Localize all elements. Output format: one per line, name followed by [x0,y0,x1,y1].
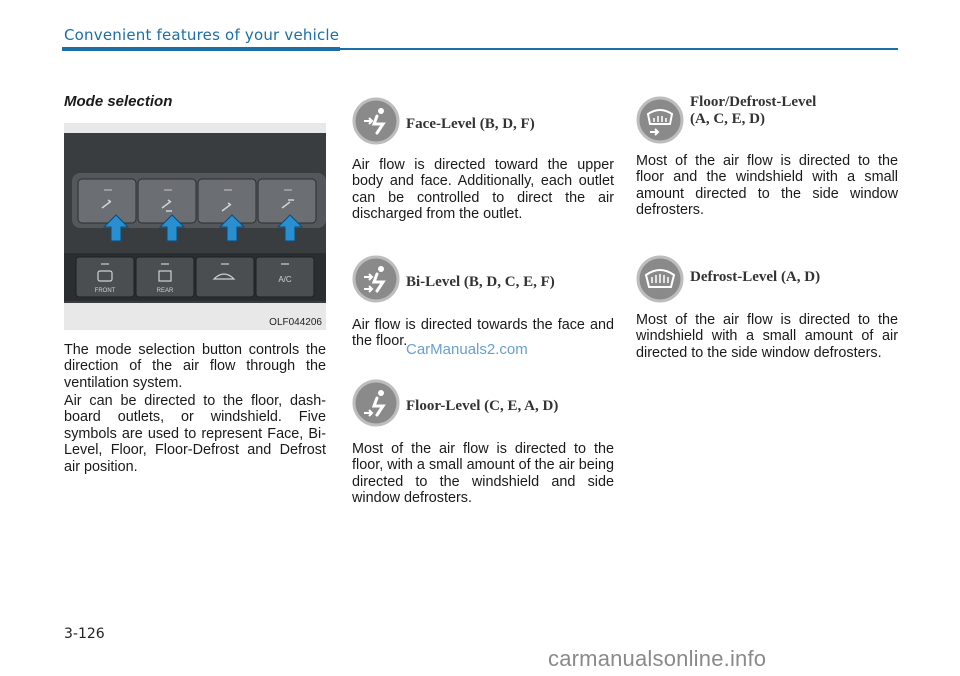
header-rule-thin [340,48,898,50]
mode-name: Bi-Level (B, D, C, E, F) [406,274,555,290]
mode-floor-level [352,379,614,509]
mode-name-line1: Floor/Defrost-Level [690,94,817,110]
section-title: Mode selection [64,93,173,110]
bi-level-icon [352,255,400,303]
control-panel-illustration [64,123,326,330]
watermark: CarManuals2.com [406,341,528,358]
mode-name: Floor-Level (C, E, A, D) [406,398,559,414]
face-level-icon [352,97,400,145]
mode-floor-defrost [636,94,898,224]
page-number: 3-126 [64,626,105,642]
mode-description: Most of the air flow is directed to the windshield with a small amount of air directed to the side window defrosters. [636,312,898,361]
defrost-icon [636,255,684,303]
intro-paragraph: The mode selection button controls the direction of the air flow through the ventilation system. [64,342,326,391]
detail-paragraph: Air can be directed to the floor, dash-board outlets, or windshield. Five symbols are used to represent Face, Bi-Level, Floor, Floor-Defrost and Defrost air position. [64,393,326,475]
floor-level-icon [352,379,400,427]
mode-name: Face-Level (B, D, F) [406,116,535,132]
mode-description: Air flow is directed toward the upper body and face. Additionally, each outlet can be controlled to direct the air discharged from the outlet. [352,157,614,223]
photo-caption: OLF044206 [269,317,322,328]
photo-button-ac: A/C [278,275,292,284]
mode-description: Most of the air flow is directed to the floor and the windshield with a small amount directed to the side window defrosters. [636,153,898,219]
mode-description: Most of the air flow is directed to the floor, with a small amount of the air being directed to the windshield and side window defrosters. [352,441,614,507]
photo-button-rear: REAR [156,288,174,294]
mode-name-line2: (A, C, E, D) [690,111,765,127]
mode-face-level [352,97,614,227]
photo-button-front: FRONT [94,288,116,294]
header-rule [62,47,340,51]
page-header-title: Convenient features of your vehicle [64,26,340,44]
footer-watermark: carmanualsonline.info [548,646,767,671]
control-panel-photo [64,123,326,330]
mode-name: Defrost-Level (A, D) [690,269,821,285]
mode-description: Air flow is directed towards the face and the floor. [352,317,614,350]
floor-defrost-icon [636,96,684,144]
mode-defrost [636,255,898,365]
